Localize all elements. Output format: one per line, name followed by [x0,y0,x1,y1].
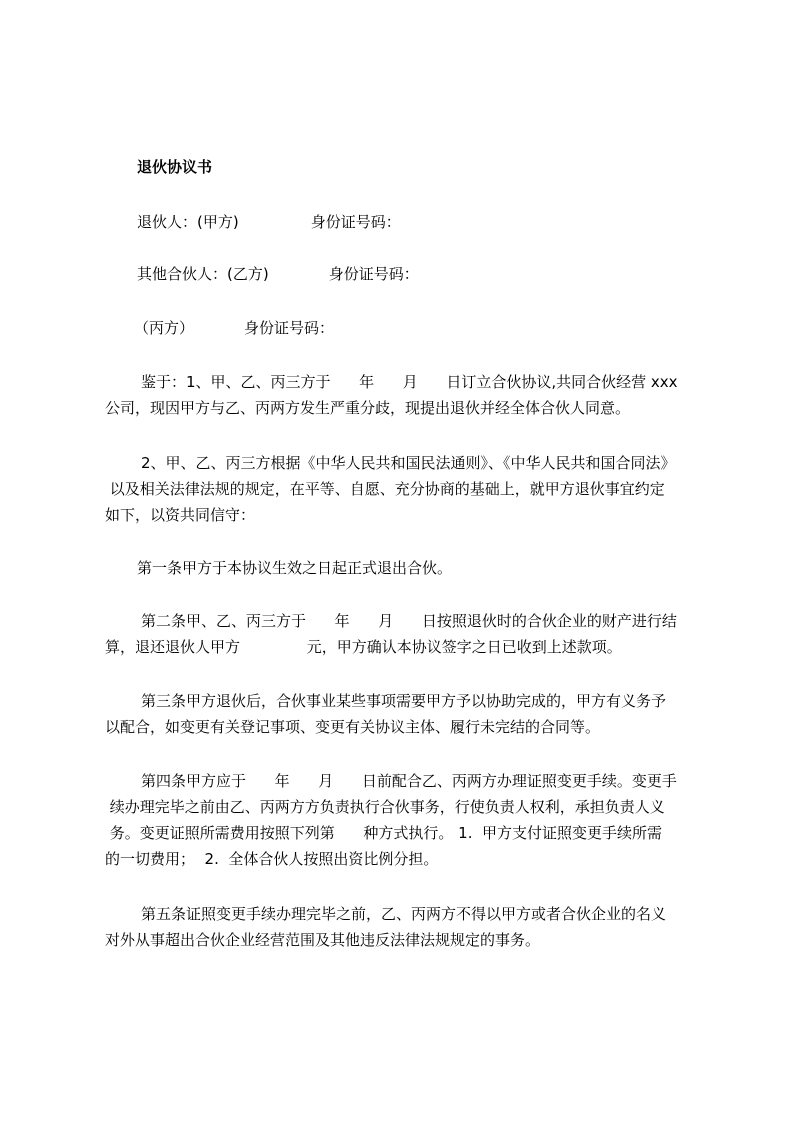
party-b-id-label: 身份证号码： [328,265,419,283]
article-1-line-1: 第一条甲方于本协议生效之日起正式退出合伙。 [137,559,453,577]
clause-2-line-3: 如下，以资共同信守： [105,506,256,524]
article-5-line-2: 对外从事超出合伙企业经营范围及其他违反法律法规规定的事务。 [105,931,541,949]
party-b-line [137,264,419,284]
article-3-line-2: 以配合，如变更有关登记事项、变更有关协议主体、履行未完结的合同等。 [105,718,601,736]
party-b-label: 其他合伙人：(乙方) [137,265,269,283]
whereas-line-1: 鉴于：1、甲、乙、丙三方于 年 月 日订立合伙协议,共同合伙经营 xxx [141,373,678,391]
whereas-line-2: 公司，现因甲方与乙、丙两方发生严重分歧，现提出退伙并经全体合伙人同意。 [105,399,631,417]
article-2-line-1: 第二条甲、乙、丙三方于 年 月 日按照退伙时的合伙企业的财产进行结 [141,612,677,630]
article-2-line-2: 算，退还退伙人甲方 元，甲方确认本协议签字之日已收到上述款项。 [105,638,622,656]
document-title: 退伙协议书 [137,158,213,176]
article-4-line-3: 务。变更证照所需费用按照下列第 种方式执行。 1. 甲方支付证照变更手续所需 [105,824,662,842]
party-c-line [134,318,334,338]
party-a-label: 退伙人：(甲方) [137,213,239,231]
article-4-line-1: 第四条甲方应于 年 月 日前配合乙、丙两方办理证照变更手续。变更手 [141,772,677,790]
article-4-line-4: 的一切费用； 2. 全体合伙人按照出资比例分担。 [105,850,439,868]
article-5-line-1: 第五条证照变更手续办理完毕之前，乙、丙两方不得以甲方或者合伙企业的名义 [141,905,667,923]
party-c-id-label: 身份证号码： [244,319,335,337]
clause-2-line-2: 以及相关法律法规的规定，在平等、自愿、充分协商的基础上，就甲方退伙事宜约定 [105,480,665,498]
party-a-id-label: 身份证号码： [310,213,401,231]
clause-2-line-1: 2、甲、乙、丙三方根据《中华人民共和国民法通则》、《中华人民共和国合同法》 [141,454,676,472]
party-a-line [137,212,401,232]
party-c-label: （丙方） [134,319,195,337]
article-4-line-2: 续办理完毕之前由乙、丙两方方负责执行合伙事务，行使负责人权利，承担负责人义 [105,798,665,816]
article-3-line-1: 第三条甲方退伙后，合伙事业某些事项需要甲方予以协助完成的，甲方有义务予 [141,692,667,710]
